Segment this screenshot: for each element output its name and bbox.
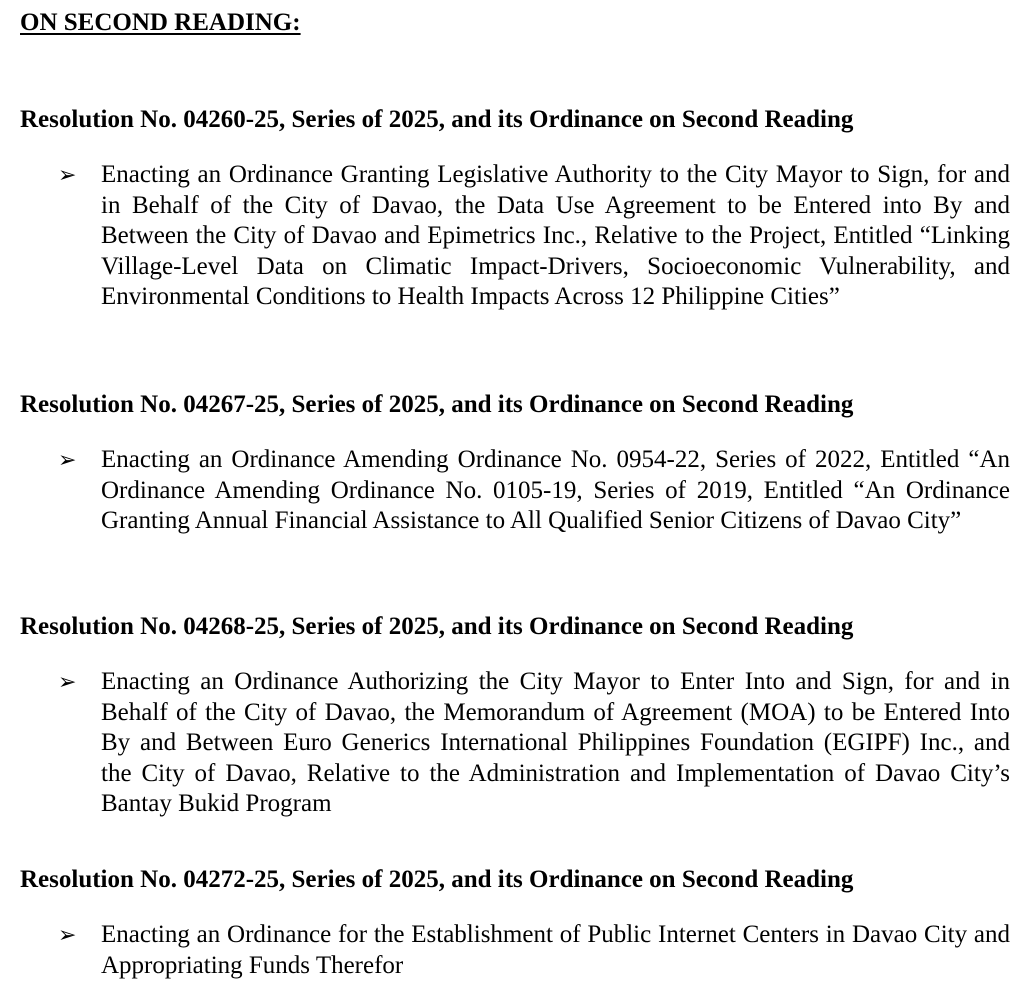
ordinance-item [20,445,1010,537]
resolution-block [20,105,1010,313]
ordinance-item-text: Enacting an Ordinance Amending Ordinance No. 0954-22, Series of 2022, Entitled “An Ordinance Amending Ordinance No. 0105-19, Series of 2019, Entitled “An Ordinance Granting Annual Financial Assistance to All Qualified Senior Citizens of Davao City” [101,446,1010,534]
resolution-heading: Resolution No. 04268-25, Series of 2025, and its Ordinance on Second Reading [20,613,854,640]
ordinance-item-text: Enacting an Ordinance for the Establishment of Public Internet Centers in Davao City and Appropriating Funds Therefor [101,921,1010,979]
resolution-heading: Resolution No. 04272-25, Series of 2025, and its Ordinance on Second Reading [20,866,854,893]
ordinance-item [20,160,1010,313]
arrowhead-bullet-icon: ➢ [58,670,77,695]
arrowhead-bullet-icon: ➢ [58,448,77,473]
ordinance-item-text: Enacting an Ordinance Granting Legislative Authority to the City Mayor to Sign, for and in Behalf of the City of Davao, the Data Use Agreement to be Entered into By and Between the City of Davao and Epimetrics Inc., Relative to the Project, Entitled “Linking Village-Level Data on Climatic Impact-Drivers, Socioeconomic Vulnerability, and Environmental Conditions to Health Impacts Across 12 Philippine Cities” [101,161,1010,310]
resolution-heading: Resolution No. 04267-25, Series of 2025, and its Ordinance on Second Reading [20,391,854,418]
resolution-block [20,865,1010,981]
ordinance-item-text: Enacting an Ordinance Authorizing the City Mayor to Enter Into and Sign, for and in Behalf of the City of Davao, the Memorandum of Agreement (MOA) to be Entered Into By and Between Euro Generics International Philippines Foundation (EGIPF) Inc., and the City of Davao, Relative to the Administration and Implementation of Davao City’s Bantay Bukid Program [101,668,1010,817]
resolution-heading: Resolution No. 04260-25, Series of 2025, and its Ordinance on Second Reading [20,106,854,133]
section-title: ON SECOND READING: [20,9,301,36]
arrowhead-bullet-icon: ➢ [58,163,77,188]
ordinance-item [20,667,1010,820]
arrowhead-bullet-icon: ➢ [58,923,77,948]
ordinance-item [20,920,1010,981]
resolution-block [20,612,1010,820]
resolution-block [20,390,1010,537]
